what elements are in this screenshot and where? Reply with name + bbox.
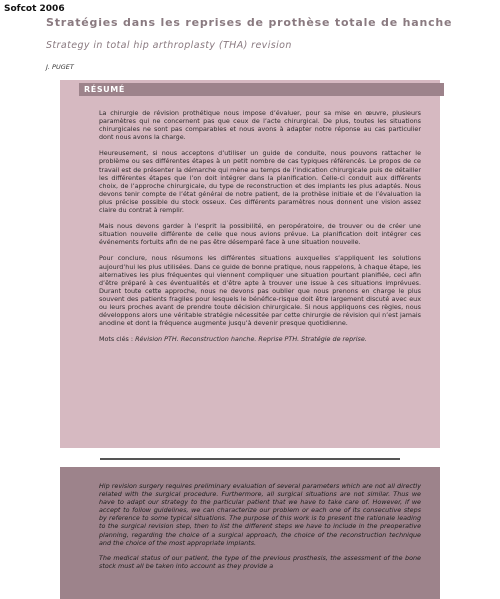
resume-paragraph: Mais nous devons garder à l’esprit la possibilité, en peropératoire, de trouver ou de créer une situation nouvelle différente de celle que nous avions prévue. La planification doit intégrer ces événements fortuits afin de ne pas être désemparé face à une situation nouvelle. xyxy=(99,222,421,247)
author-name: J. PUGET xyxy=(46,63,74,71)
keywords xyxy=(99,335,421,343)
abstract-text xyxy=(99,482,421,577)
keywords-label: Mots clés : xyxy=(99,335,136,344)
article-title-french: Stratégies dans les reprises de prothèse totale de hanche xyxy=(46,16,453,29)
journal-tag: Sofcot 2006 xyxy=(4,4,65,14)
resume-paragraph: La chirurgie de révision prothétique nous impose d’évaluer, pour sa mise en œuvre, plusieurs paramètres qui ne concernent pas que ceux de l’acte chirurgical. De plus, toutes les situations chirurgicales ne sont pas comparables et nous avons à adapter notre réponse au cas particulier dont nous avons la charge. xyxy=(99,109,421,142)
article-title-english: Strategy in total hip arthroplasty (THA) revision xyxy=(46,40,292,51)
abstract-paragraph: Hip revision surgery requires preliminary evaluation of several parameters which are not all directly related with the surgical procedure. Furthermore, all surgical situations are not similar. Thus we have to adapt our strategy to the particular patient that we have to take care of. However, if we accept to follow guidelines, we can characterize our problem or each one of its consecutive steps by reference to some typical situations. The purpose of this work is to present the rationale leading to the surgical revision step, then to list the different steps we have to include in the preoperative planning, regarding the choice of a surgical approach, the choice of the reconstruction technique and the choice of the most appropriate implants. xyxy=(99,482,421,547)
resume-heading: RÉSUMÉ xyxy=(79,83,444,96)
resume-paragraph: Heureusement, si nous acceptons d’utiliser un guide de conduite, nous pouvons rattacher le problème ou ses différentes étapes à un petit nombre de cas typiques référencés. Le propos de ce travail est de présenter la démarche qui mène au temps de l’indication chirurgicale puis de détailler les différentes étapes que l’on doit intégrer dans la planification. Celle-ci conduit aux différents choix, de l’approche chirurgicale, du type de reconstruction et des implants les plus adaptés. Nous devons tenir compte de l’état général de notre patient, de la prothèse initiale et de l’évaluation la plus précise possible du stock osseux. Ces différents paramètres nous donnent une vision assez claire du contrat à remplir. xyxy=(99,149,421,215)
resume-paragraph: Pour conclure, nous résumons les différentes situations auxquelles s’appliquent les solutions aujourd’hui les plus utilisées. Dans ce guide de bonne pratique, nous rappelons, à chaque étape, les alternatives les plus fréquentes qui viennent compliquer une situation pourtant planifiée, ceci afin d’être préparé à ces éventualités et d’être apte à trouver une issue à ces situations imprévues. Durant toute cette approche, nous ne devons pas oublier que nous prenons en charge le plus souvent des patients fragiles pour lesquels le bénéfice-risque doit être largement discuté avec eux ou leurs proches avant de prendre toute décision chirurgicale. Si nous appliquons ces règles, nous développons alors une véritable stratégie nécessitée par cette chirurgie de révision qui n’est jamais anodine et dont la fréquence augmente jusqu’à devenir presque quotidienne. xyxy=(99,254,421,328)
section-divider xyxy=(100,458,400,460)
abstract-paragraph: The medical status of our patient, the type of the previous prosthesis, the assessment of the bone stock must all be taken into account as they provide a xyxy=(99,553,421,570)
keywords-value: Révision PTH. Reconstruction hanche. Reprise PTH. Stratégie de reprise. xyxy=(135,335,367,344)
resume-text xyxy=(99,109,421,351)
